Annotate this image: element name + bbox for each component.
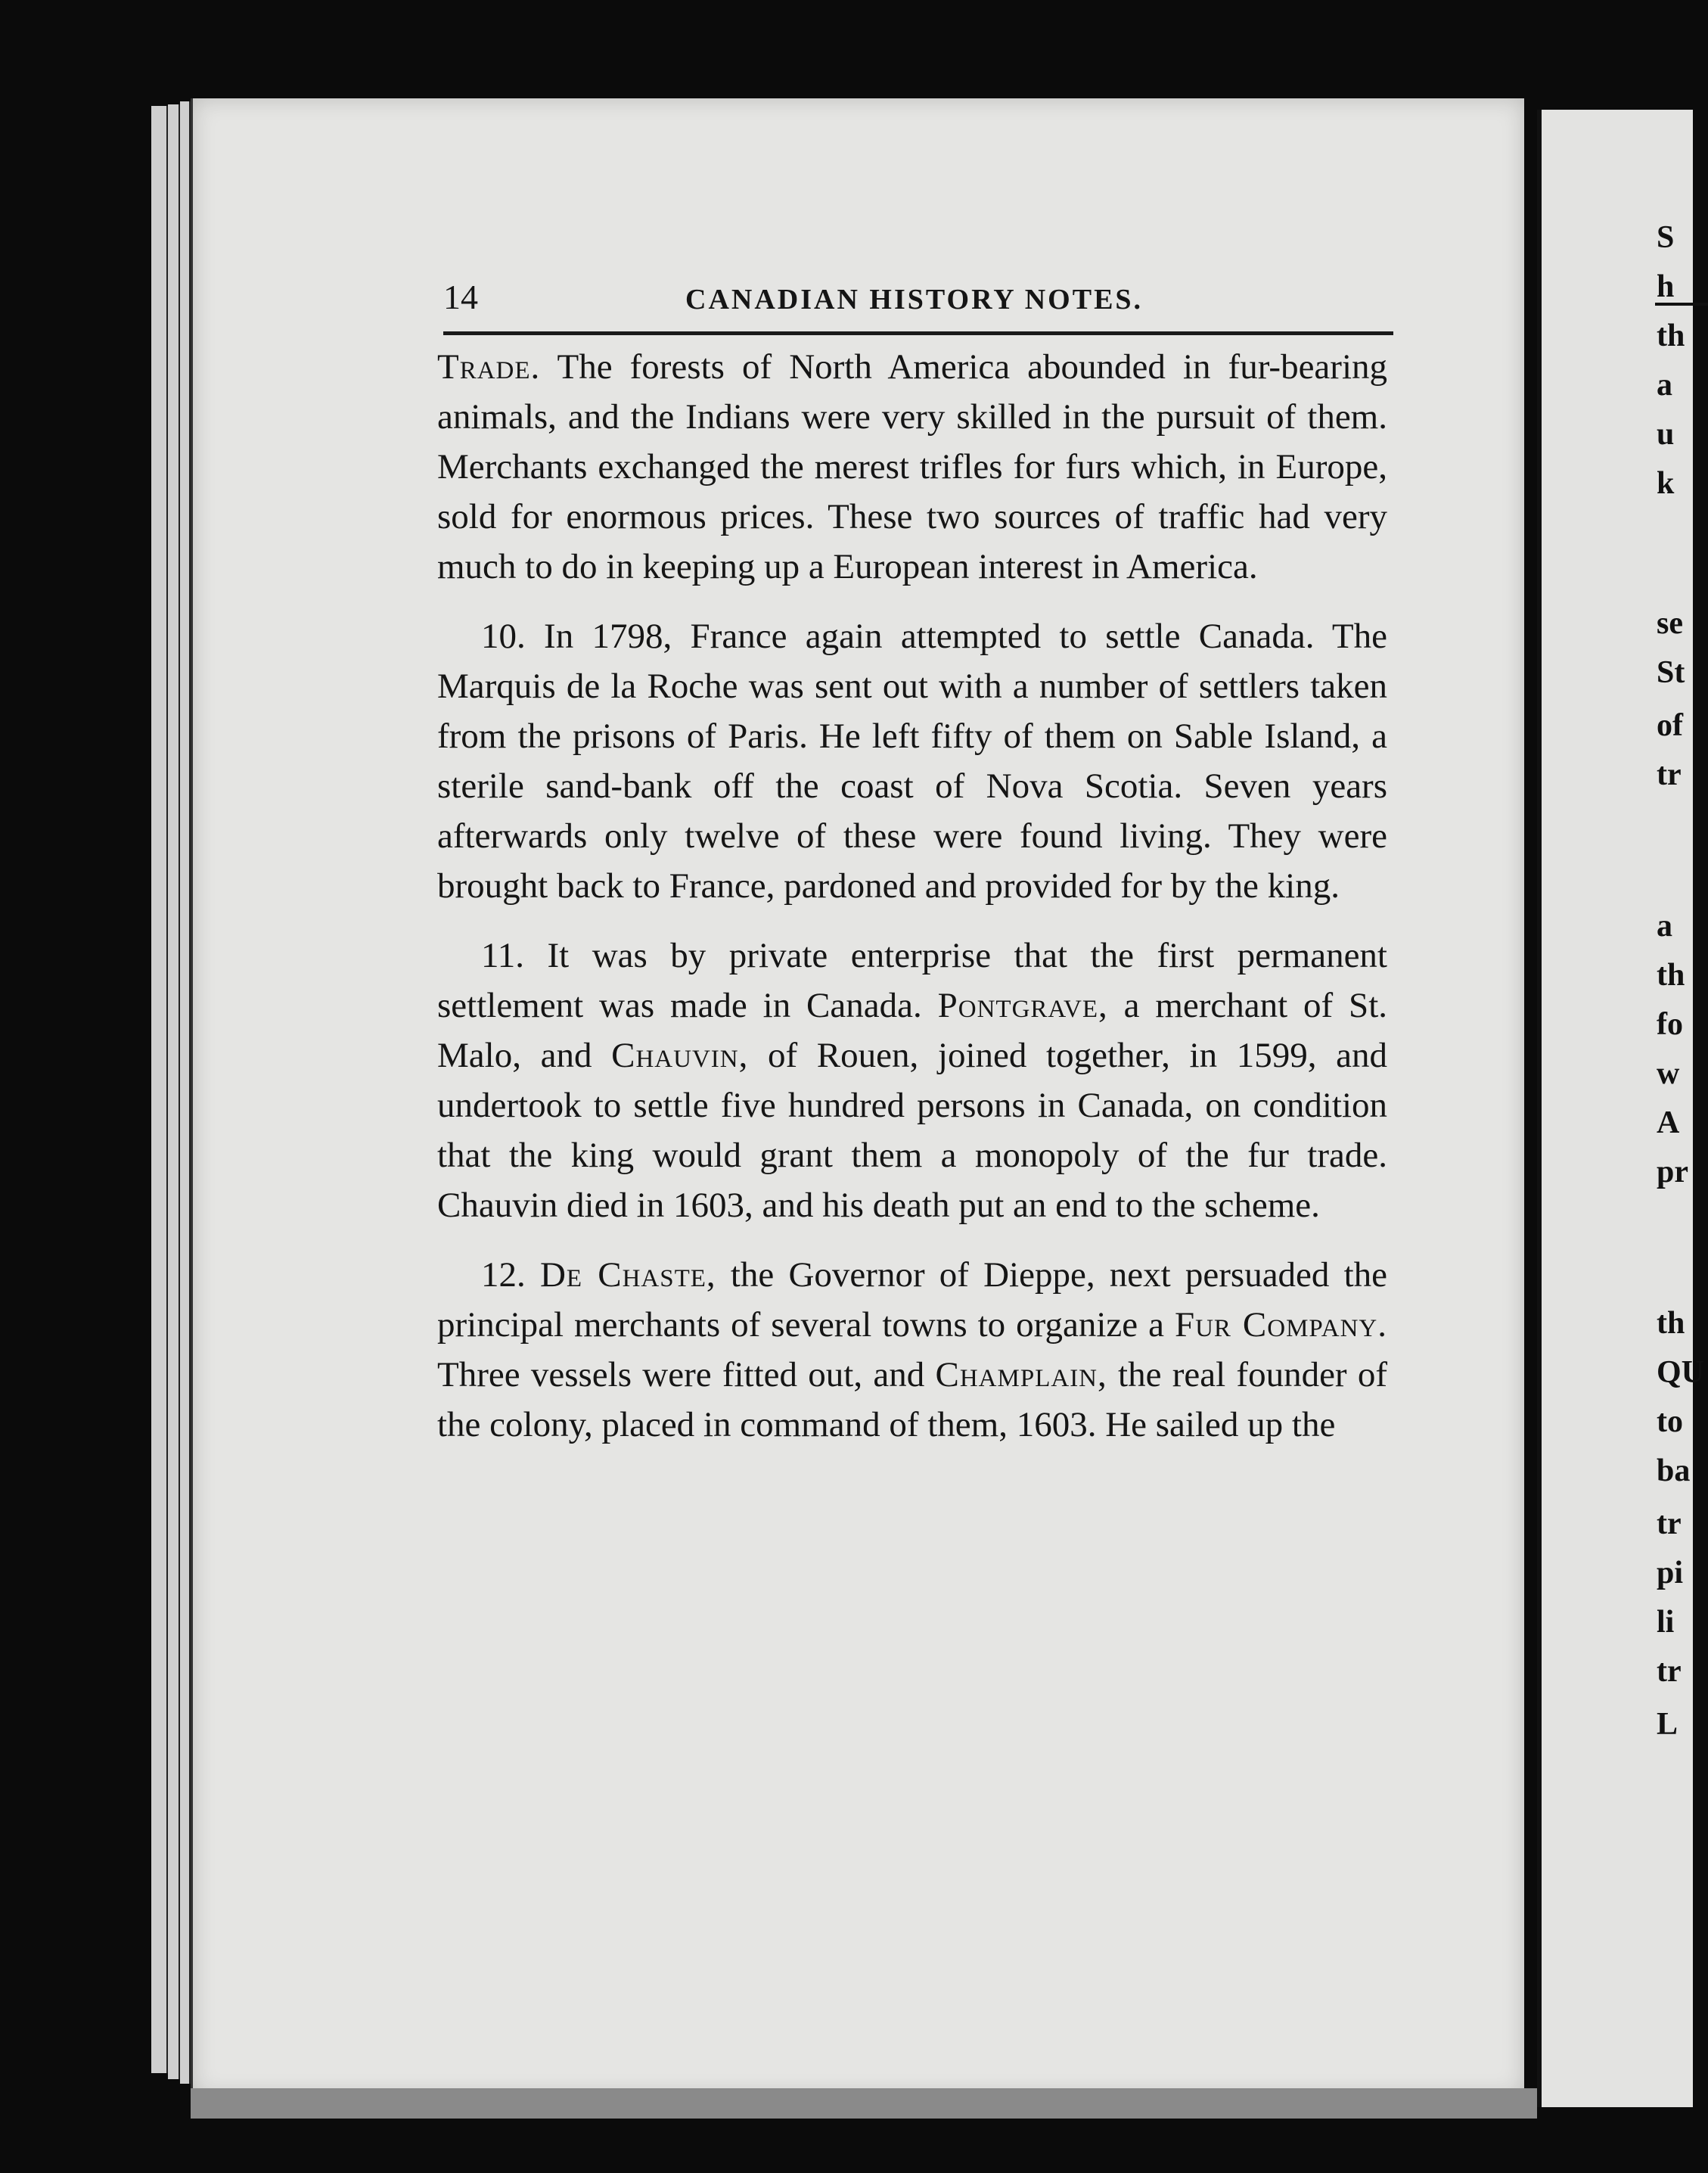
facing-page-fragment: a bbox=[1657, 909, 1672, 943]
facing-page-fragment: QU bbox=[1657, 1355, 1704, 1390]
paragraph-number: 11. bbox=[481, 936, 525, 975]
paragraph-trade bbox=[437, 342, 1387, 592]
facing-page-fragment: th bbox=[1657, 319, 1685, 353]
paragraph-text: Three vessels were fitted out, and bbox=[437, 1355, 936, 1394]
facing-page-fragment: S bbox=[1657, 220, 1675, 255]
paragraph-text: the real founder of the colony, placed in command of them, 1603. He sailed up the bbox=[437, 1355, 1388, 1444]
page-edge-2 bbox=[168, 104, 180, 2079]
paragraph-number: 10. bbox=[481, 617, 526, 656]
facing-page-fragment: w bbox=[1657, 1056, 1680, 1091]
paragraph-text: It was by private enterprise that the first permanent settlement was made in Canada. bbox=[437, 936, 1387, 1025]
facing-page-fragment: fo bbox=[1657, 1007, 1683, 1042]
facing-page-fragment: ba bbox=[1657, 1453, 1691, 1488]
facing-page-fragment: se bbox=[1657, 606, 1683, 641]
paragraph-text: The forests of North America abounded in fur-bearing animals, and the Indians were very skilled in the pursuit of them. Merchants exchanged the merest trifles for furs which, in Europe, sold for enormous prices. These two sources of traffic had very much to do in keeping up a European interest in America. bbox=[437, 347, 1387, 586]
page-edge-3 bbox=[180, 101, 191, 2084]
section-lead: Trade. bbox=[437, 347, 541, 387]
running-title: CANADIAN HISTORY NOTES. bbox=[685, 284, 1144, 316]
facing-page-fragment: u bbox=[1657, 417, 1675, 452]
paragraph-text: the Governor of Dieppe, next persuaded the principal merchants of several towns to organize a bbox=[437, 1255, 1388, 1345]
paragraph-number: 12. bbox=[481, 1255, 526, 1295]
facing-page-fragment: tr bbox=[1657, 1506, 1682, 1541]
book-page-right bbox=[1537, 110, 1704, 2107]
name-champlain: Champlain, bbox=[935, 1355, 1107, 1394]
paragraph-11 bbox=[437, 931, 1387, 1230]
paragraph-text: a merchant of St. Malo, and bbox=[437, 986, 1388, 1075]
page-edge-1 bbox=[151, 106, 168, 2073]
name-chauvin: Chauvin, bbox=[611, 1036, 749, 1075]
paragraph-10 bbox=[437, 611, 1387, 911]
facing-page-fragment: k bbox=[1657, 466, 1675, 501]
facing-page-fragment: h bbox=[1657, 269, 1675, 304]
body-text bbox=[437, 342, 1387, 1469]
facing-page-fragment: th bbox=[1657, 958, 1685, 993]
facing-page-fragment: a bbox=[1657, 368, 1672, 403]
facing-page-fragment: A bbox=[1657, 1105, 1680, 1140]
facing-page-fragment: to bbox=[1657, 1404, 1683, 1439]
name-de-chaste: De Chaste, bbox=[539, 1255, 716, 1295]
name-pontgrave: Pontgrave, bbox=[937, 986, 1108, 1025]
paragraph-text: In 1798, France again attempted to settle Canada. The Marquis de la Roche was sent out with a number of settlers taken from the prisons of Paris. He left fifty of them on Sable Island, a sterile sand-bank off the coast of Nova Scotia. Seven years afterwards only twelve of these were found living. They were brought back to France, pardoned and provided for by the king. bbox=[437, 617, 1387, 906]
page-header bbox=[443, 277, 1393, 322]
facing-page-fragment: th bbox=[1657, 1306, 1685, 1341]
name-fur-company: Fur Company. bbox=[1174, 1305, 1387, 1345]
header-rule bbox=[443, 331, 1393, 335]
facing-page-fragment: tr bbox=[1657, 1654, 1682, 1689]
facing-page-fragment: tr bbox=[1657, 757, 1682, 792]
facing-page-fragment: L bbox=[1657, 1707, 1678, 1742]
page-bottom-edge bbox=[191, 2088, 1537, 2119]
facing-page-fragment: pr bbox=[1657, 1155, 1688, 1189]
facing-page-fragment: pi bbox=[1657, 1556, 1684, 1590]
paragraph-12 bbox=[437, 1250, 1387, 1450]
facing-page-fragment: St bbox=[1657, 655, 1685, 690]
page-number: 14 bbox=[443, 278, 478, 316]
paragraph-text: of Rouen, joined together, in 1599, and undertook to settle five hundred persons in Canada, on condition that the king would grant them a monopoly of the fur trade. Chauvin died in 1603, and his death put an end to the scheme. bbox=[437, 1036, 1387, 1225]
facing-page-fragment: of bbox=[1657, 708, 1683, 743]
facing-page-fragment: li bbox=[1657, 1605, 1675, 1640]
